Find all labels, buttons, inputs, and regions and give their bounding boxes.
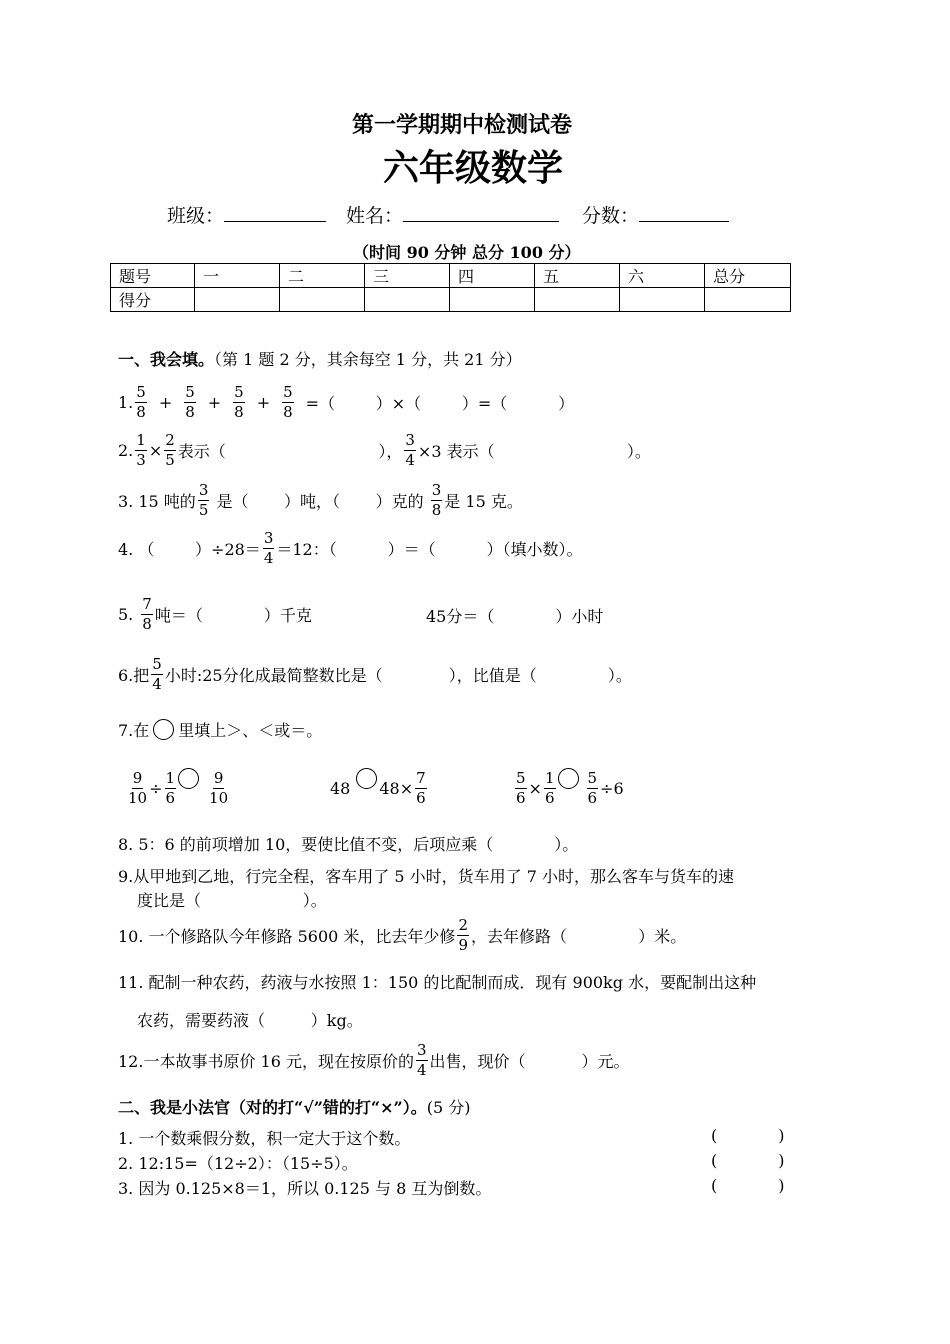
numerator: 9	[213, 768, 224, 787]
denominator: 6	[587, 788, 598, 807]
fraction	[135, 430, 147, 469]
compare-circle-c[interactable]	[558, 768, 579, 789]
question-11-line1: 11. 配制一种农药，药液与水按照 1：150 的比配制而成．现有 900kg 水，要配制出这种	[118, 973, 757, 992]
name-field	[346, 201, 559, 228]
section1-title: 一、我会填。	[118, 350, 215, 369]
q3-middle: 是（ ）吨，（ ）克的	[211, 491, 429, 511]
numerator: 7	[142, 594, 152, 613]
numerator: 2	[458, 915, 468, 934]
question-5	[118, 590, 312, 638]
fraction	[135, 382, 147, 421]
name-label: 姓名：	[346, 205, 404, 227]
section1-heading	[118, 347, 522, 370]
class-label: 班级：	[167, 205, 225, 227]
q7-item-c	[513, 764, 624, 812]
q5-number: 5.	[118, 604, 134, 624]
score-table	[110, 263, 791, 312]
denominator: 8	[185, 402, 195, 421]
fraction	[151, 654, 163, 693]
judge-blank-1[interactable]: ( )	[711, 1126, 785, 1145]
numerator: 1	[544, 768, 555, 787]
q7-b-left: 48	[330, 778, 351, 798]
denominator: 4	[263, 548, 274, 567]
fraction	[515, 768, 527, 807]
fraction	[415, 768, 427, 807]
q3-prefix: 3. 15 吨的	[118, 491, 196, 511]
q7-tail: 里填上＞、＜或＝。	[178, 720, 323, 740]
fraction	[404, 430, 416, 469]
denominator: 10	[128, 788, 148, 807]
numerator: 7	[416, 768, 426, 787]
fraction	[141, 594, 153, 633]
denominator: 9	[458, 935, 468, 954]
name-blank[interactable]	[403, 205, 559, 222]
exam-title: 六年级数学	[383, 147, 564, 189]
table-cell: 六	[620, 264, 705, 288]
q1-number: 1.	[118, 392, 134, 412]
numerator: 3	[405, 430, 415, 449]
q4-prefix: 4. （ ）÷28＝	[118, 539, 261, 559]
judge-item-3: 3. 因为 0.125×8＝1，所以 0.125 与 8 互为倒数。	[118, 1179, 492, 1198]
denominator: 6	[544, 788, 555, 807]
q6-prefix: 6.把	[118, 665, 150, 685]
table-cell: 一	[195, 264, 280, 288]
time-info: （时间 90 分钟 总分 100 分）	[353, 243, 581, 262]
denominator: 10	[209, 788, 229, 807]
numerator: 3	[263, 528, 274, 547]
question-6	[118, 652, 632, 696]
fraction	[128, 768, 148, 807]
score-cell[interactable]	[620, 288, 705, 312]
score-cell[interactable]	[450, 288, 535, 312]
q7-item-a	[126, 764, 230, 812]
question-12	[118, 1038, 629, 1082]
score-cell[interactable]	[280, 288, 365, 312]
q4-tail: ＝12：（ ）＝（ ）（填小数）。	[276, 539, 583, 559]
q1-tail: =（ ）×（ ）=（ ）	[305, 393, 575, 413]
score-label: 分数：	[582, 205, 640, 227]
fraction	[457, 915, 469, 954]
score-cell[interactable]	[365, 288, 450, 312]
numerator: 5	[152, 654, 162, 673]
table-cell: 三	[365, 264, 450, 288]
fraction	[587, 768, 599, 807]
q2-middle: 表示（ ），	[177, 441, 403, 461]
q3-tail: 是 15 克。	[444, 491, 523, 511]
table-cell: 二	[280, 264, 365, 288]
compare-circle-b[interactable]	[356, 768, 377, 789]
denominator: 3	[136, 450, 146, 469]
numerator: 5	[136, 382, 146, 401]
denominator: 4	[405, 450, 415, 469]
fraction	[184, 382, 196, 421]
question-1	[118, 380, 574, 424]
class-field	[167, 201, 326, 228]
score-cell[interactable]	[195, 288, 280, 312]
question-9-line1: 9.从甲地到乙地，行完全程，客车用了 5 小时，货车用了 7 小时，那么客车与货车的速	[118, 867, 734, 886]
score-cell[interactable]	[535, 288, 620, 312]
numerator: 5	[185, 382, 195, 401]
judge-blank-2[interactable]: ( )	[711, 1151, 785, 1170]
section2-heading	[118, 1095, 471, 1118]
fraction	[431, 480, 443, 519]
q12-prefix: 12.一本故事书原价 16 元，现在按原价的	[118, 1051, 414, 1071]
q10-tail: ，去年修路（ ）米。	[470, 926, 687, 946]
question-5-part2: 45分＝（ ）小时	[426, 607, 604, 626]
plus-sign: +	[256, 392, 271, 412]
judge-item-2: 2. 12:15=（12÷2）：（15÷5）。	[118, 1154, 358, 1173]
denominator: 4	[416, 1060, 427, 1079]
q7-b-right: 48×	[379, 778, 414, 798]
section2-title: 二、我是小法官（对的打“√”错的打“×”）。	[118, 1098, 427, 1117]
denominator: 6	[516, 788, 526, 807]
exam-subtitle: 第一学期期中检测试卷	[352, 112, 573, 138]
class-blank[interactable]	[224, 205, 326, 222]
table-cell: 总分	[705, 264, 791, 288]
circle-icon	[153, 719, 174, 740]
table-cell: 四	[450, 264, 535, 288]
denominator: 5	[165, 450, 175, 469]
numerator: 5	[587, 768, 598, 787]
question-10	[118, 913, 686, 957]
question-3	[118, 478, 523, 522]
denominator: 6	[165, 788, 176, 807]
numerator: 9	[132, 768, 143, 787]
score-cell[interactable]	[705, 288, 791, 312]
numerator: 3	[416, 1040, 427, 1059]
fraction	[165, 768, 177, 807]
fraction	[416, 1040, 428, 1079]
times-sign: ×	[528, 778, 542, 798]
q7-item-b	[330, 764, 429, 812]
numerator: 5	[234, 382, 244, 401]
q7-prefix: 7.在	[118, 720, 150, 740]
compare-circle-a[interactable]	[178, 768, 199, 789]
denominator: 8	[142, 614, 152, 633]
fraction	[282, 382, 294, 421]
section2-points: (5 分)	[426, 1098, 471, 1117]
fraction	[198, 480, 210, 519]
judge-blank-3[interactable]: ( )	[711, 1176, 785, 1195]
fraction	[263, 528, 275, 567]
table-cell: 题号	[111, 264, 195, 288]
question-8: 8. 5：6 的前项增加 10，要使比值不变，后项应乘（ ）。	[118, 835, 579, 854]
q2-number: 2.	[118, 440, 134, 460]
table-row	[111, 264, 791, 288]
denominator: 8	[234, 402, 244, 421]
q6-tail: 小时:25分化成最简整数比是（ ），比值是（ ）。	[164, 665, 632, 685]
question-4	[118, 526, 582, 570]
q2-tail: ×3 表示（ ）。	[417, 441, 651, 461]
numerator: 5	[283, 382, 293, 401]
denominator: 5	[198, 500, 209, 519]
q12-tail: 出售，现价（ ）元。	[429, 1051, 630, 1071]
denominator: 4	[152, 674, 162, 693]
fraction	[233, 382, 245, 421]
section1-points: （第 1 题 2 分，其余每空 1 分，共 21 分）	[214, 350, 522, 369]
table-cell: 五	[535, 264, 620, 288]
fraction	[164, 430, 176, 469]
table-cell: 得分	[111, 288, 195, 312]
question-7	[118, 716, 322, 742]
q5-part1: 吨＝（ ）千克	[154, 605, 312, 625]
denominator: 8	[283, 402, 293, 421]
denominator: 8	[431, 500, 442, 519]
question-2	[118, 428, 651, 472]
question-9-line2: 度比是（ ）。	[137, 891, 327, 910]
plus-sign: +	[207, 392, 222, 412]
score-field	[582, 201, 729, 228]
question-11-line2: 农药，需要药液（ ）kg。	[137, 1011, 363, 1030]
table-row	[111, 288, 791, 312]
divide-sign: ÷	[149, 778, 163, 798]
score-blank[interactable]	[639, 205, 729, 222]
denominator: 8	[136, 402, 146, 421]
numerator: 2	[165, 430, 175, 449]
numerator: 5	[516, 768, 526, 787]
numerator: 1	[136, 430, 146, 449]
times-sign: ×	[148, 440, 163, 460]
fraction	[209, 768, 229, 807]
judge-item-1: 1. 一个数乘假分数，积一定大于这个数。	[118, 1129, 411, 1148]
denominator: 6	[416, 788, 426, 807]
q10-prefix: 10. 一个修路队今年修路 5600 米，比去年少修	[118, 926, 456, 946]
plus-sign: +	[158, 392, 173, 412]
numerator: 3	[198, 480, 209, 499]
fraction	[544, 768, 556, 807]
numerator: 1	[165, 768, 176, 787]
numerator: 3	[431, 480, 442, 499]
q7-c-tail: ÷6	[600, 778, 624, 798]
